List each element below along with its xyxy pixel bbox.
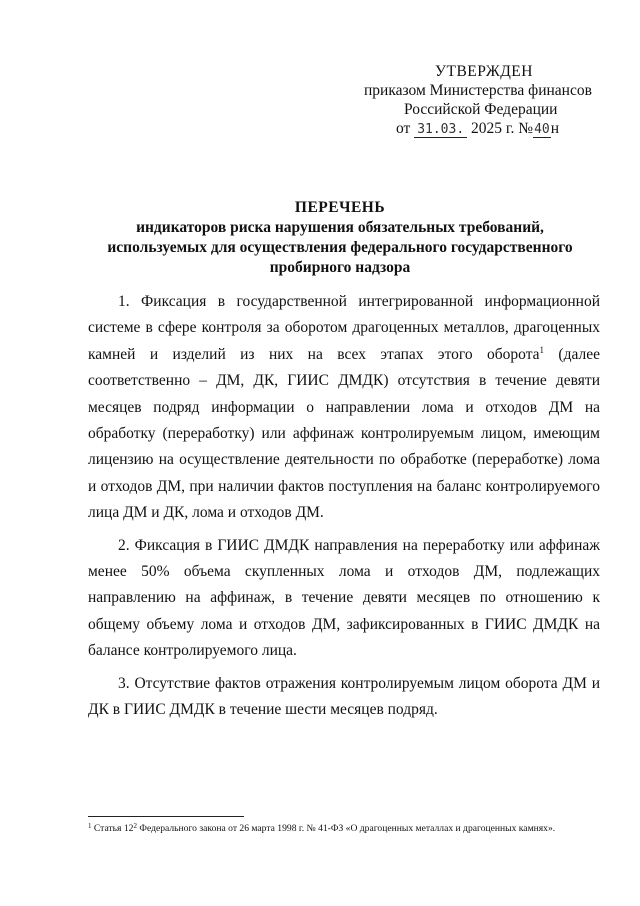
- heading-subtitle-line-3: пробирного надзора: [269, 259, 411, 276]
- document-heading: [90, 198, 590, 278]
- handwritten-date: 31.03.: [414, 122, 467, 138]
- approval-title: УТВЕРЖДЕН: [435, 63, 533, 80]
- footnote-article-superscript: 2: [133, 822, 137, 830]
- approval-date-line: [396, 119, 636, 139]
- heading-subtitle-line-2: используемых для осуществления федерального государственного: [107, 239, 573, 256]
- approval-issuer-line: приказом Министерства финансов: [364, 82, 592, 99]
- year-text: 2025 г. №: [471, 120, 534, 137]
- paragraph-3: 3. Отсутствие фактов отражения контролируемым лицом оборота ДМ и ДК в ГИИС ДМДК в течение шести месяцев подряд.: [88, 674, 600, 719]
- document-body: [88, 289, 600, 730]
- footnote-text-b: Федерального закона от 26 марта 1998 г. № 41-ФЗ «О драгоценных металлах и драгоценных камнях».: [136, 823, 556, 834]
- date-prefix: от: [396, 120, 411, 137]
- footnote-number: 1: [88, 822, 92, 830]
- paragraph-1-text-a: 1. Фиксация в государственной интегрированной информационной системе в сфере контроля за оборотом драгоценных металлов, драгоценных камней и изделий из них на всех этапах этого оборота: [88, 293, 600, 363]
- order-suffix: н: [550, 120, 560, 137]
- heading-title: ПЕРЕЧЕНЬ: [294, 199, 386, 216]
- paragraph-1: [88, 289, 600, 527]
- paragraph-1-text-b: (далее соответственно – ДМ, ДК, ГИИС ДМДК) отсутствия в течение девяти месяцев подряд информации о направлении лома и отходов ДМ на обработку (переработку) или аффинаж контролируемым лицом, имеющим лицензию на осуществление деятельности по обработке (переработке) лома и отходов ДМ, при наличии фактов поступления на баланс контролируемого лица ДМ и ДК, лома и отходов ДМ.: [88, 345, 600, 522]
- footnote: [88, 822, 600, 835]
- footnote-reference: 1: [539, 344, 545, 355]
- heading-subtitle-line-1: индикаторов риска нарушения обязательных требований,: [136, 219, 544, 236]
- approval-country-line: Российской Федерации: [404, 101, 558, 118]
- paragraph-2: 2. Фиксация в ГИИС ДМДК направления на переработку или аффинаж менее 50% объема скупленных лома и отходов ДМ, подлежащих направлению на аффинаж, в течение девяти месяцев по отношению к общему объему лома и отходов ДМ, зафиксированных в ГИИС ДМДК на балансе контролируемого лица.: [88, 536, 600, 660]
- footnote-text-a: Статья 12: [91, 823, 134, 834]
- approval-stamp: [364, 62, 620, 139]
- handwritten-order-number: 40: [534, 122, 550, 137]
- footnote-separator: [88, 816, 244, 817]
